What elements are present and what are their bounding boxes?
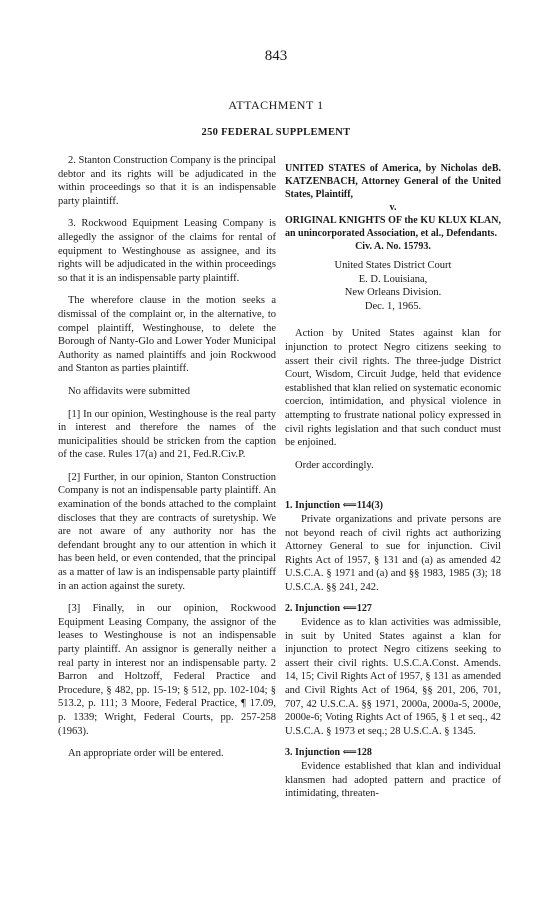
headnote-heading: 1. Injunction ⟸114(3) [285,500,383,512]
defendant-caption: ORIGINAL KNIGHTS OF the KU KLUX KLAN, an unincorporated Association, et al., Defendants. [285,215,501,239]
plaintiff-caption: UNITED STATES of America, by Nicholas deB. KATZENBACH, Attorney General of the United States, Plaintiff, [285,163,501,200]
court-line: E. D. Louisiana, [358,273,428,285]
headnote [285,746,501,800]
headnote-heading: 2. Injunction ⟸127 [285,603,372,615]
paragraph: An appropriate order will be entered. [68,748,224,760]
case-caption [285,162,501,313]
paragraph: 3. Rockwood Equipment Leasing Company is allegedly the assignor of the claims for rental of equipment to Westinghouse as assignee, and its rights will be adjudicated in the within proceedings so that it is an indispensable party plaintiff. [58,218,276,284]
case-summary: Action by United States against klan for injunction to protect Negro citizens seeking to assert their civil rights. The three-judge District Court, Wisdom, Circuit Judge, held that evidence established that klan relied on systematic economic coercion, intimidation, and physical violence in attempting to frustrate national policy expressed in civil rights legislation and that such conduct must be enjoined. [285,328,501,449]
page-number: 843 [264,48,288,64]
headnote-body: Evidence as to klan activities was admissible, in suit by United States against a klan for injunction to protect Negro citizens seeking to assert their civil rights. U.S.C.A.Const. Amends. 14, 15; Civil Rights Act of 1957, § 131 as amended and Civil Rights Act of 1964, §§ 201, 206, 701, 707, 42 U.S.C.A. §§ 1971, 2000a, 2000a-5, 2000e, 2000e-6; Voting Rights Act of 1965, § 1 et seq., 42 U.S.C.A. § 1973 et seq.; 28 U.S.C.A. § 1345. [285,617,501,737]
headnote-body: Private organizations and private persons are not beyond reach of civil rights act authorizing Attorney General to sue for injunction. Civil Rights Act of 1957, § 131 and (a) as amended 42 U.S.C.A. § 1971 and (a) and §§ 1983, 1985 (3); 18 U.S.C.A. §§ 241, 242. [285,513,501,593]
paragraph: No affidavits were submitted [68,385,190,397]
paragraph: [1] In our opinion, Westinghouse is the real party in interest and therefore the names of the municipalities should be stricken from the caption of the case. Rules 17(a) and 21, Fed.R.Civ.P. [58,408,276,461]
reporter-title: 250 FEDERAL SUPPLEMENT [201,127,351,138]
court-info [285,259,501,313]
court-line: New Orleans Division. [344,287,442,299]
paragraph: The wherefore clause in the motion seeks a dismissal of the complaint or, in the alternative, to compel plaintiff, Westinghouse, to delete the Borough of Nanty-Glo and Lower Yoder Municipal Authority as named plaintiffs and join Rockwood and Stanton as parties plaintiff. [58,295,276,375]
court-line: Dec. 1, 1965. [364,300,422,312]
paragraph: 2. Stanton Construction Company is the principal debtor and its rights will be adjudicated in the within proceedings so that it is an indispensable party plaintiff. [58,155,276,207]
versus-label: v. [389,202,397,213]
paragraph: [2] Further, in our opinion, Stanton Construction Company is not an indispensable party plaintiff. An examination of the bonds attached to the complaint discloses that they are contracts of suretyship. We are not aware of any authority nor has the defendant brought any to our attention in which it has been held, or even contended, that the principal as a matter of law is an indispensable party plaintiff in an action against the surety. [58,471,276,592]
order-line: Order accordingly. [295,459,374,471]
headnote [285,602,501,738]
left-column [58,154,276,770]
court-line: United States District Court [334,260,452,271]
paragraph: [3] Finally, in our opinion, Rockwood Equipment Leasing Company, the assignor of the leases to Westinghouse is not an indispensable party plaintiff. An assignor is generally neither a real party in interest nor an indispensable party. 2 Barron and Holtzoff, Federal Practice and Procedure, § 482, pp. 15-19; § 512, pp. 102-104; § 513.2, p. 111; 3 Moore, Federal Practice, ¶ 17.09, p. 1339; Wright, Federal Courts, pp. 257-258 (1963). [58,603,276,737]
headnote-body: Evidence established that klan and individual klansmen had adopted pattern and practice of intimidating, threaten- [285,761,501,800]
right-column [285,162,501,809]
attachment-title: ATTACHMENT 1 [228,98,324,112]
headnote-heading: 3. Injunction ⟸128 [285,747,372,759]
headnote [285,499,501,594]
civil-action-number: Civ. A. No. 15793. [355,241,431,252]
